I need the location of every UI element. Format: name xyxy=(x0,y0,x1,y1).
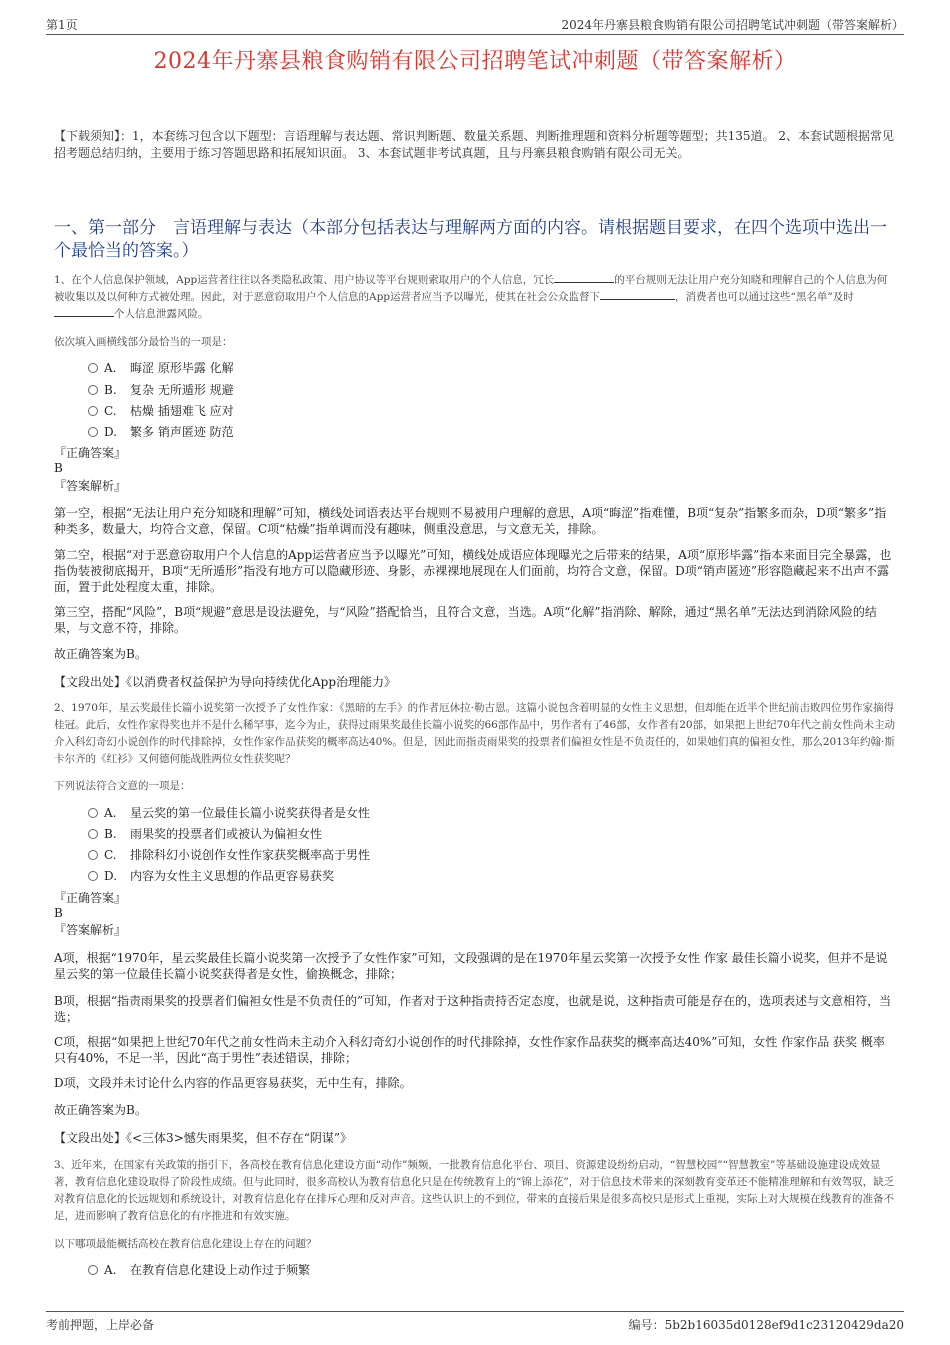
q1-analysis-label: 『答案解析』 xyxy=(54,479,127,493)
radio-icon[interactable] xyxy=(88,871,98,881)
q1-option-d[interactable]: D. 繁多 销声匿迹 防范 xyxy=(88,423,234,441)
question-2-lead: 下列说法符合文意的一项是： xyxy=(54,780,191,792)
q3-option-a[interactable]: A. 在教育信息化建设上动作过于频繁 xyxy=(88,1261,310,1279)
page-number: 第1页 xyxy=(46,18,78,32)
q2-analysis-a: A项，根据“1970年，星云奖最佳长篇小说奖第一次授予了女性作家”可知，文段强调的是在1970年星云奖第一次授予女性 作家 最佳长篇小说奖，但并不是说星云奖的第一位最佳长篇小说奖获得者是女性，偷换概念，排除； xyxy=(54,951,888,981)
section-heading: 一、第一部分 言语理解与表达（本部分包括表达与理解两方面的内容。请根据题目要求，在四个选项中选出一个最恰当的答案。） xyxy=(54,218,887,261)
radio-icon[interactable] xyxy=(88,850,98,860)
page-footer xyxy=(46,1311,904,1334)
radio-icon[interactable] xyxy=(88,385,98,395)
q2-analysis-d: D项，文段并未讨论什么内容的作品更容易获奖，无中生有，排除。 xyxy=(54,1076,412,1090)
q1-conclusion: 故正确答案为B。 xyxy=(54,647,147,661)
footer-code: 编号：5b2b16035d0128ef9d1c23120429da20 xyxy=(628,1318,904,1332)
q1-answer: B xyxy=(54,461,63,475)
q1-source: 【文段出处】《以消费者权益保护为导向持续优化App治理能力》 xyxy=(54,675,397,689)
fill-blank-3 xyxy=(54,306,114,317)
radio-icon[interactable] xyxy=(88,363,98,373)
q1-option-a[interactable]: A. 晦涩 原形毕露 化解 xyxy=(88,359,234,377)
q2-answer: B xyxy=(54,906,63,920)
q1-option-b[interactable]: B. 复杂 无所遁形 规避 xyxy=(88,381,234,399)
q1-analysis-1: 第一空，根据“无法让用户充分知晓和理解”可知，横线处词语表达平台规则不易被用户理解的意思，A项“晦涩”指难懂，B项“复杂”指繁多而杂，D项“繁多”指种类多，数量大，均符合文意，保留。C项“枯燥”指单调而没有趣味，侧重没意思，与文意无关，排除。 xyxy=(54,506,887,536)
question-2-stem: 2、1970年，星云奖最佳长篇小说奖第一次授予了女性作家：《黑暗的左手》的作者厄休拉·勒古恩。这篇小说包含着明显的女性主义思想，但却能在近半个世纪前击败四位男作家摘得桂冠。此后，女性作家得奖也并不是什么稀罕事，迄今为止，获得过雨果奖最佳长篇小说奖的66部作品中，男作者有了46部，女作者有20部，如果把上世纪70年代之前女性尚未主动介入科幻奇幻小说创作的时代排除掉，女性作家作品获奖的概率高达40%。但是，因此而指责雨果奖的投票者们偏袒女性是不负责任的，如果她们真的偏袒女性，那么2013年约翰·斯卡尔齐的《红衫》又何德何能战胜两位女性获奖呢？ xyxy=(54,702,895,765)
q2-option-c[interactable]: C. 排除科幻小说创作女性作家获奖概率高于男性 xyxy=(88,846,370,864)
radio-icon[interactable] xyxy=(88,406,98,416)
page-title: 2024年丹寨县粮食购销有限公司招聘笔试冲刺题（带答案解析） xyxy=(153,49,797,74)
radio-icon[interactable] xyxy=(88,1265,98,1275)
question-3-stem: 3、近年来，在国家有关政策的指引下，各高校在教育信息化建设方面“动作”频频，一批教育信息化平台、项目、资源建设纷纷启动，“智慧校园”“智慧教室”等基础设施建设成效显著，教育信息化建设取得了阶段性成绩。但与此同时，很多高校认为教育信息化只是在传统教育上的“锦上添花”，对于信息技术带来的深刻教育变革还不能精准理解和有效驾驭，缺乏对教育信息化的长远规划和系统设计，对教育信息化存在排斥心理和反对声音。这些认识上的不到位，带来的直接后果是很多高校只是形式上重视，实际上对大规模在线教育的准备不足，进而影响了教育信息化的有序推进和有效实施。 xyxy=(54,1159,895,1222)
q2-analysis-c: C项，根据“如果把上世纪70年代之前女性尚未主动介入科幻奇幻小说创作的时代排除掉，女性作家作品获奖的概率高达40%”可知，女性 作家作品 获奖 概率只有40%，不足一半，因此“高于男性”表述错误，排除； xyxy=(54,1035,885,1065)
radio-icon[interactable] xyxy=(88,427,98,437)
question-3-lead: 以下哪项最能概括高校在教育信息化建设上存在的问题？ xyxy=(54,1238,317,1250)
question-1-lead: 依次填入画横线部分最恰当的一项是： xyxy=(54,336,233,348)
fill-blank-1 xyxy=(554,272,614,283)
q1-option-c[interactable]: C. 枯燥 插翅难飞 应对 xyxy=(88,402,234,420)
q1-analysis-2: 第二空，根据“对于恶意窃取用户个人信息的App运营者应当予以曝光”可知，横线处成语应体现曝光之后带来的结果，A项“原形毕露”指本来面目完全暴露，也指伪装被彻底揭开，B项“无所遁形”指没有地方可以隐藏形迹、身影，赤裸裸地展现在人们面前，均符合文意，保留。D项“销声匿迹”形容隐藏起来不出声不露面，置于此处程度太重，排除。 xyxy=(54,548,892,594)
q1-correct-label: 『正确答案』 xyxy=(54,446,127,460)
q2-option-d[interactable]: D. 内容为女性主义思想的作品更容易获奖 xyxy=(88,867,334,885)
q2-analysis-b: B项，根据“指责雨果奖的投票者们偏袒女性是不负责任的”可知，作者对于这种指责持否定态度，也就是说，这种指责可能是存在的，选项表述与文意相符，当选； xyxy=(54,994,892,1024)
q1-analysis-3: 第三空，搭配“风险”，B项“规避”意思是设法避免，与“风险”搭配恰当，且符合文意，当选。A项“化解”指消除、解除，通过“黑名单”无法达到消除风险的结果，与文意不符，排除。 xyxy=(54,605,877,635)
footer-slogan: 考前押题，上岸必备 xyxy=(46,1318,155,1332)
page-header xyxy=(46,14,904,35)
q2-option-b[interactable]: B. 雨果奖的投票者们或被认为偏袒女性 xyxy=(88,825,322,843)
question-1-stem: 1、在个人信息保护领域，App运营者往往以各类隐私政策、用户协议等平台规则索取用户的个人信息，冗长 的平台规则无法让用户充分知晓和理解自己的个人信息为何被收集以及以何种方式被处理。因此，对于恶意窃取用户个人信息的App运营者应当予以曝光，使其在社会公众监督下 ，消费者也可以通过这些“黑名单”及时个人信息泄露风险。 xyxy=(54,274,888,320)
q2-conclusion: 故正确答案为B。 xyxy=(54,1103,147,1117)
download-notice: 【下载须知】：1，本套练习包含以下题型：言语理解与表达题、常识判断题、数量关系题、判断推理题和资料分析题等题型；共135道。 2、本套试题根据常见招考题总结归纳，主要用于练习答题思路和拓展知识面。 3、本套试题非考试真题，且与丹寨县粮食购销有限公司无关。 xyxy=(54,129,894,160)
radio-icon[interactable] xyxy=(88,808,98,818)
radio-icon[interactable] xyxy=(88,829,98,839)
q2-option-a[interactable]: A. 星云奖的第一位最佳长篇小说奖获得者是女性 xyxy=(88,804,370,822)
q2-analysis-label: 『答案解析』 xyxy=(54,923,127,937)
header-title: 2024年丹寨县粮食购销有限公司招聘笔试冲刺题（带答案解析） xyxy=(561,18,904,32)
q2-correct-label: 『正确答案』 xyxy=(54,891,127,905)
fill-blank-2 xyxy=(600,289,675,300)
q2-source: 【文段出处】《<三体3>憾失雨果奖，但不存在“阴谋”》 xyxy=(54,1131,353,1145)
